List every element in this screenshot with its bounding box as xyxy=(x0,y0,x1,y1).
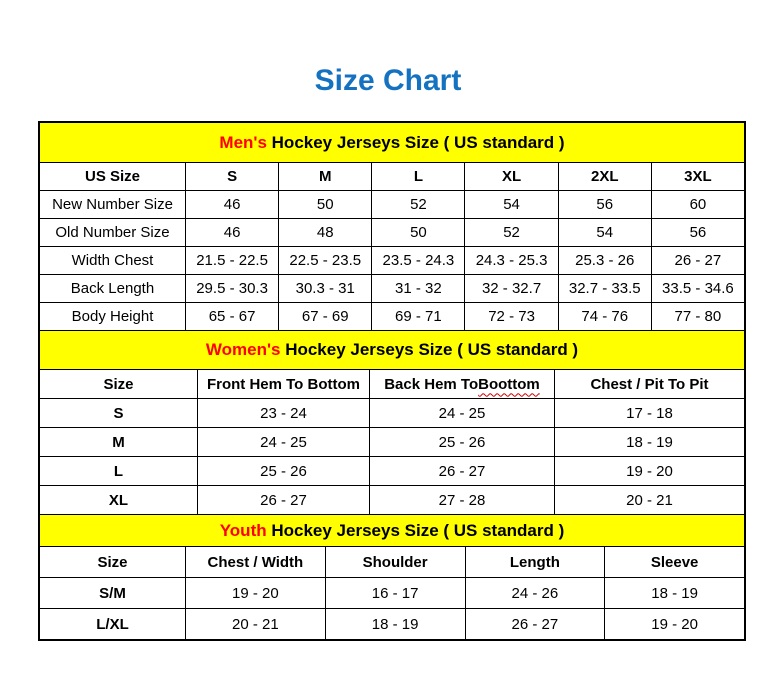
table-cell: 46 xyxy=(185,219,278,246)
size-chart-table xyxy=(38,121,746,641)
table-cell: 26 - 27 xyxy=(465,609,605,639)
table-cell: 19 - 20 xyxy=(554,457,744,485)
table-cell: 21.5 - 22.5 xyxy=(185,247,278,274)
youth-banner-text: Hockey Jerseys Size ( US standard ) xyxy=(266,520,565,540)
column-header-text: Back Hem To xyxy=(384,375,479,393)
row-label: L/XL xyxy=(96,615,129,633)
table-row xyxy=(40,577,744,608)
table-cell: 60 xyxy=(651,191,744,218)
womens-banner-highlight: Women's xyxy=(205,340,281,359)
table-cell: 56 xyxy=(558,191,651,218)
youth-section-banner xyxy=(40,514,744,546)
table-cell: 22.5 - 23.5 xyxy=(278,247,371,274)
table-cell: 77 - 80 xyxy=(651,303,744,330)
table-cell: 17 - 18 xyxy=(554,399,744,427)
table-cell: 54 xyxy=(558,219,651,246)
table-row xyxy=(40,302,744,330)
mens-header-row xyxy=(40,162,744,190)
column-header: 3XL xyxy=(651,163,744,190)
womens-header-row xyxy=(40,369,744,398)
youth-header-row xyxy=(40,546,744,577)
womens-banner-text: Hockey Jerseys Size ( US standard ) xyxy=(280,340,579,359)
table-row xyxy=(40,190,744,218)
row-label: Old Number Size xyxy=(55,224,170,241)
table-cell: 33.5 - 34.6 xyxy=(651,275,744,302)
table-cell: 19 - 20 xyxy=(185,578,325,608)
column-header: Size xyxy=(103,375,134,393)
table-row xyxy=(40,485,744,514)
table-cell: 50 xyxy=(371,219,464,246)
table-cell: 25 - 26 xyxy=(197,457,369,485)
table-cell: 30.3 - 31 xyxy=(278,275,371,302)
mens-banner-text: Hockey Jerseys Size ( US standard ) xyxy=(266,132,565,152)
table-cell: 29.5 - 30.3 xyxy=(185,275,278,302)
table-cell: 23 - 24 xyxy=(197,399,369,427)
table-cell: 20 - 21 xyxy=(185,609,325,639)
table-cell: 20 - 21 xyxy=(554,486,744,514)
table-cell: 56 xyxy=(651,219,744,246)
row-label: L xyxy=(113,462,124,480)
womens-section-banner xyxy=(40,330,744,369)
column-header: Shoulder xyxy=(325,547,465,577)
column-header: Chest / Pit To Pit xyxy=(554,370,744,398)
column-header: XL xyxy=(464,163,557,190)
misspelled-word: Boottom xyxy=(478,375,540,393)
table-cell: 46 xyxy=(185,191,278,218)
row-label: Back Length xyxy=(70,280,155,297)
table-cell: 24 - 26 xyxy=(465,578,605,608)
table-cell: 18 - 19 xyxy=(325,609,465,639)
column-header: S xyxy=(185,163,278,190)
column-header: Front Hem To Bottom xyxy=(197,370,369,398)
mens-banner-highlight: Men's xyxy=(219,132,267,152)
table-cell: 26 - 27 xyxy=(651,247,744,274)
column-header: Sleeve xyxy=(604,547,744,577)
table-cell: 18 - 19 xyxy=(554,428,744,456)
row-label: S/M xyxy=(99,584,126,602)
table-row xyxy=(40,274,744,302)
table-row xyxy=(40,218,744,246)
table-row xyxy=(40,456,744,485)
youth-banner-highlight: Youth xyxy=(219,520,267,540)
table-cell: 32.7 - 33.5 xyxy=(558,275,651,302)
row-label: XL xyxy=(108,491,129,509)
table-cell: 52 xyxy=(464,219,557,246)
column-header: US Size xyxy=(84,168,141,185)
mens-section-banner xyxy=(40,123,744,162)
table-cell: 25 - 26 xyxy=(369,428,554,456)
table-row xyxy=(40,427,744,456)
page-title: Size Chart xyxy=(314,64,462,97)
row-label: Width Chest xyxy=(71,252,154,269)
row-label: S xyxy=(113,404,124,422)
row-label: New Number Size xyxy=(52,196,173,213)
table-cell: 65 - 67 xyxy=(185,303,278,330)
table-cell: 72 - 73 xyxy=(464,303,557,330)
column-header: Length xyxy=(465,547,605,577)
table-cell: 48 xyxy=(278,219,371,246)
table-cell: 74 - 76 xyxy=(558,303,651,330)
table-cell: 24 - 25 xyxy=(369,399,554,427)
table-cell: 25.3 - 26 xyxy=(558,247,651,274)
table-row xyxy=(40,246,744,274)
column-header: Size xyxy=(97,553,128,571)
table-row xyxy=(40,398,744,427)
table-cell: 27 - 28 xyxy=(369,486,554,514)
table-row xyxy=(40,608,744,639)
row-label: M xyxy=(112,433,125,451)
table-cell: 19 - 20 xyxy=(604,609,744,639)
table-cell: 32 - 32.7 xyxy=(464,275,557,302)
column-header: L xyxy=(371,163,464,190)
table-cell: 52 xyxy=(371,191,464,218)
column-header xyxy=(369,370,554,398)
table-cell: 24 - 25 xyxy=(197,428,369,456)
table-cell: 23.5 - 24.3 xyxy=(371,247,464,274)
table-cell: 16 - 17 xyxy=(325,578,465,608)
table-cell: 67 - 69 xyxy=(278,303,371,330)
table-cell: 31 - 32 xyxy=(371,275,464,302)
row-label: Body Height xyxy=(71,308,154,325)
column-header: M xyxy=(278,163,371,190)
table-cell: 26 - 27 xyxy=(197,486,369,514)
table-cell: 54 xyxy=(464,191,557,218)
column-header: 2XL xyxy=(558,163,651,190)
table-cell: 24.3 - 25.3 xyxy=(464,247,557,274)
table-cell: 18 - 19 xyxy=(604,578,744,608)
column-header: Chest / Width xyxy=(185,547,325,577)
table-cell: 26 - 27 xyxy=(369,457,554,485)
table-cell: 50 xyxy=(278,191,371,218)
table-cell: 69 - 71 xyxy=(371,303,464,330)
